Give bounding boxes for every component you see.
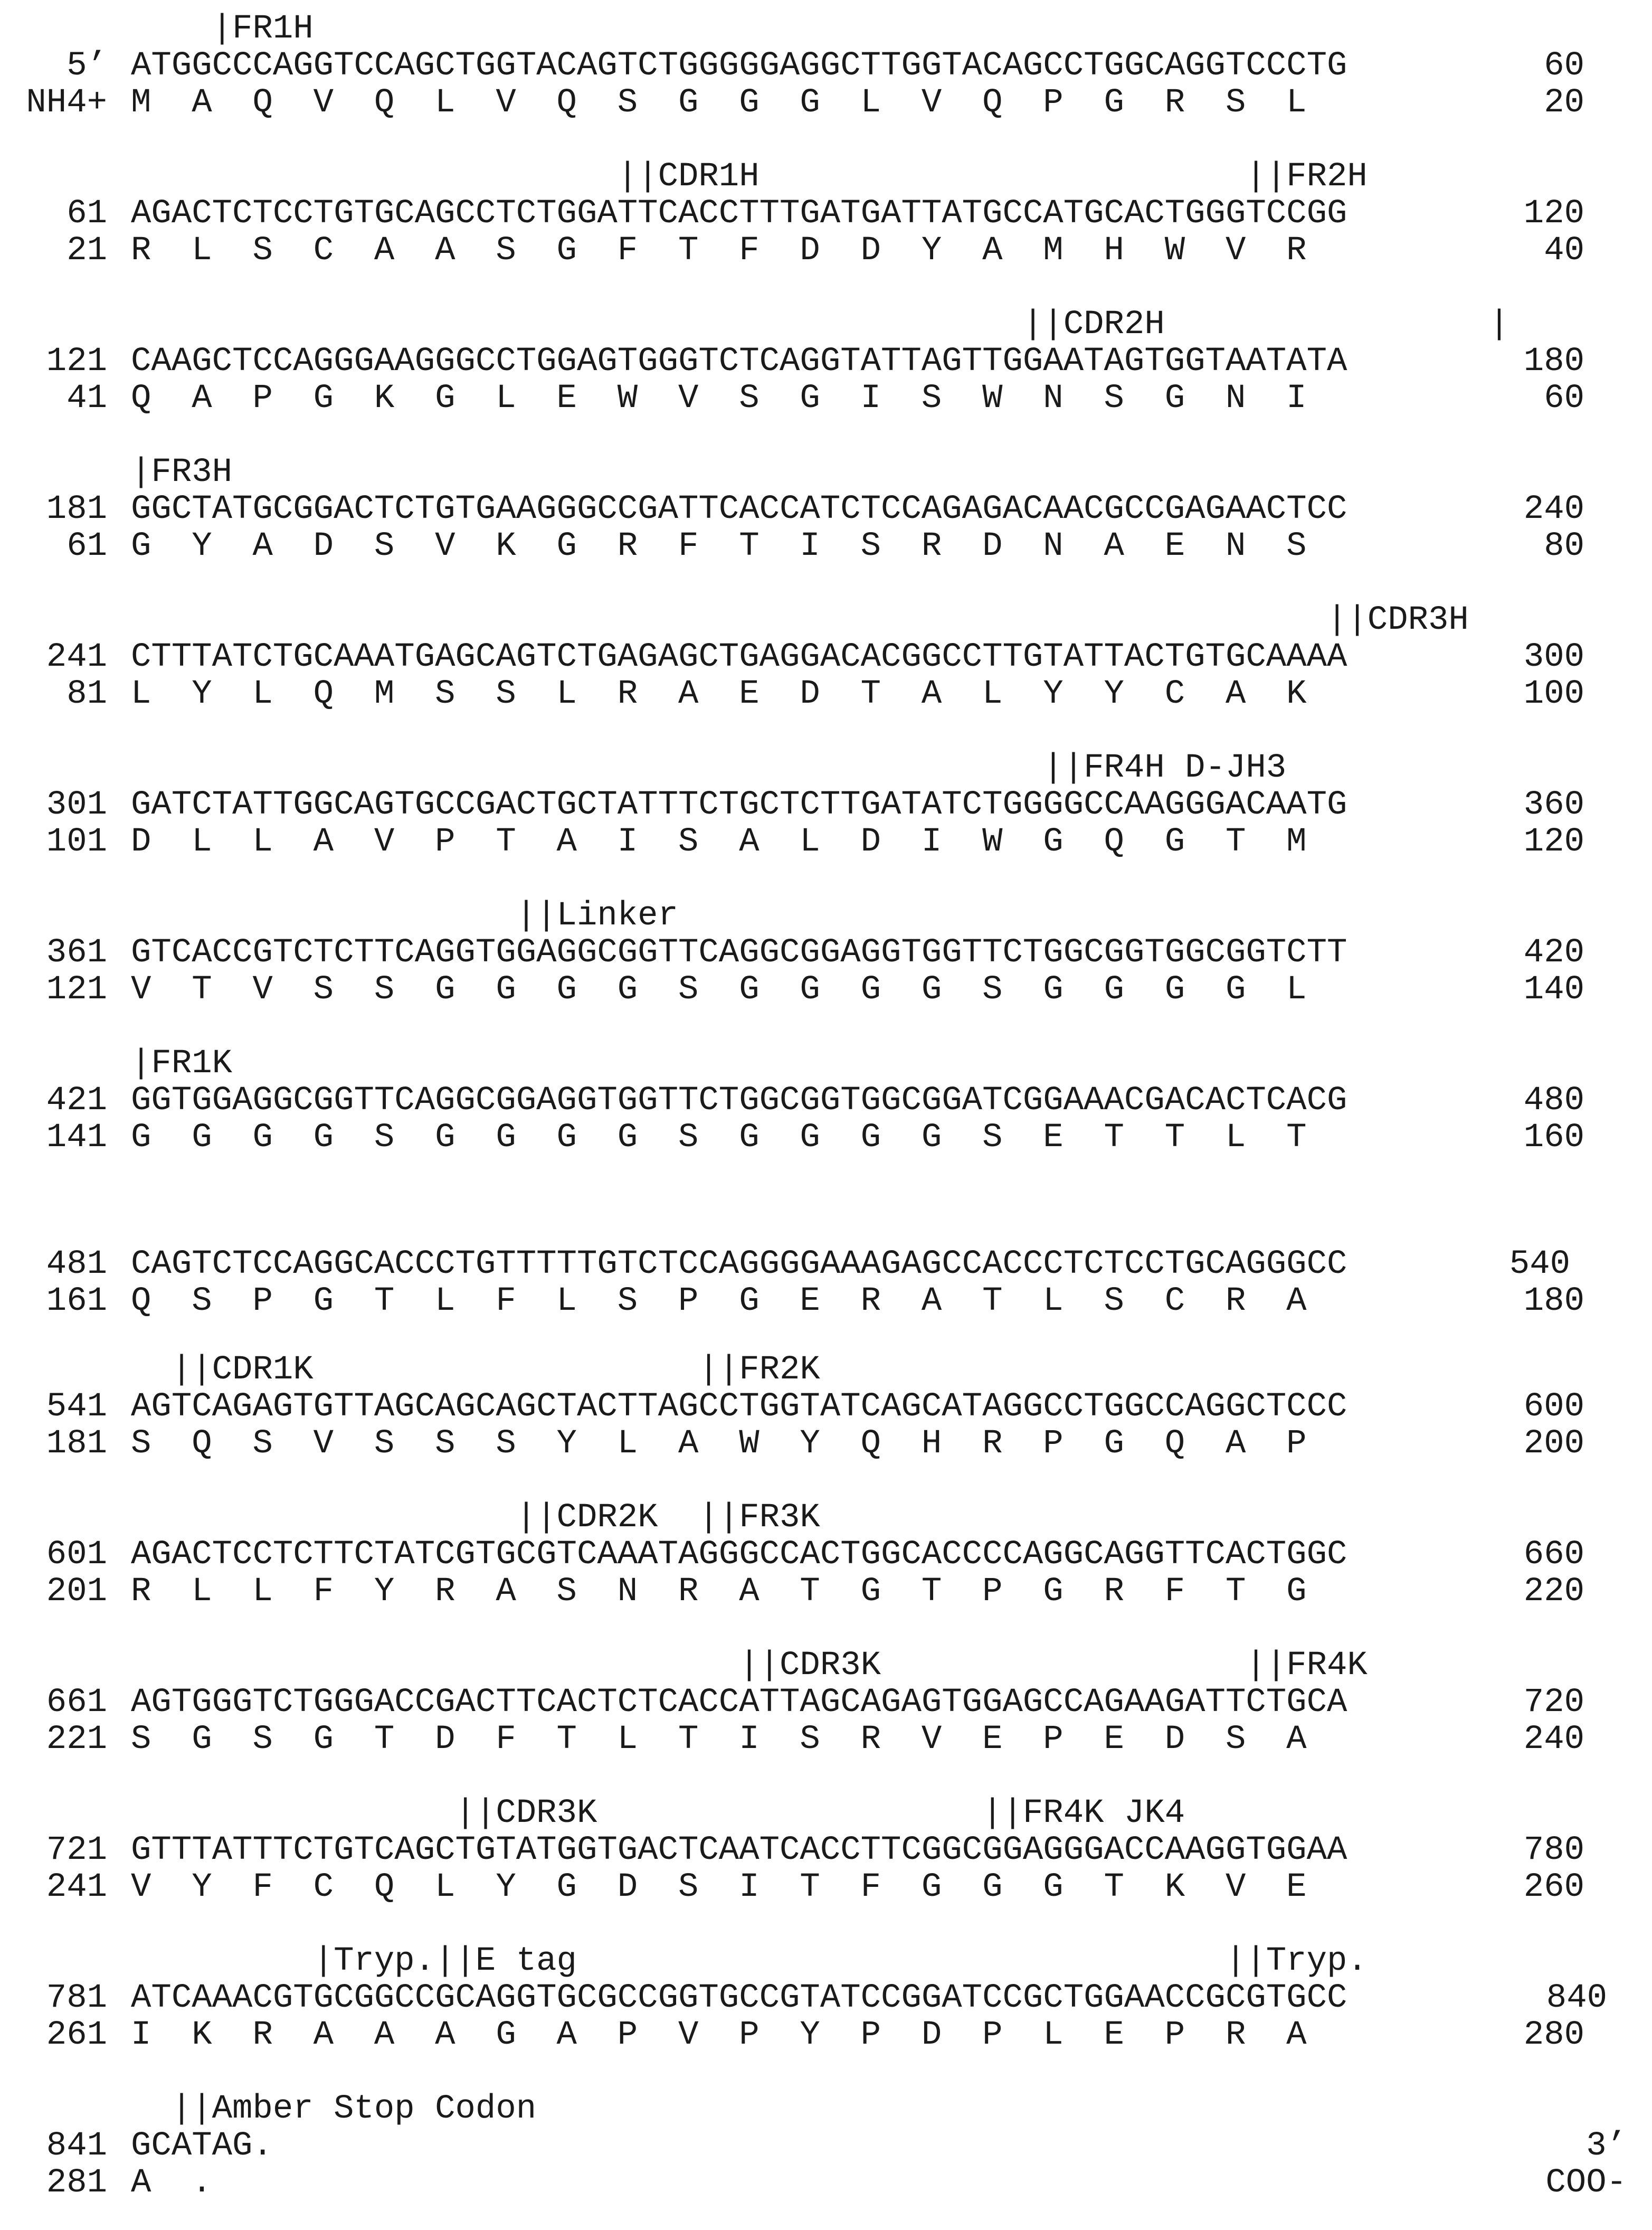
region-annotation: ||Linker [131, 897, 678, 935]
nucleotide-end: 540 [1509, 1245, 1570, 1283]
residue-end: 180 [1523, 1282, 1584, 1320]
nucleotide-sequence: ATGGCCCAGGTCCAGCTGGTACAGTCTGGGGGAGGCTTGGTACAGCCTGGCAGGTCCCTG [131, 47, 1347, 85]
residue-start: 81 [67, 675, 107, 713]
residue-end: 100 [1523, 675, 1584, 713]
region-annotation: ||CDR2K ||FR3K [131, 1499, 820, 1537]
residue-end: 80 [1544, 527, 1584, 565]
region-annotation: |Tryp.||E tag ||Tryp. [131, 1942, 1368, 1980]
nucleotide-sequence: AGTCAGAGTGTTAGCAGCAGCTACTTAGCCTGGTATCAGCATAGGCCTGGCCAGGCTCCC [131, 1388, 1347, 1426]
nucleotide-start: 481 [46, 1245, 107, 1283]
nucleotide-sequence: CAGTCTCCAGGCACCCTGTTTTTGTCTCCAGGGGAAAGAGCCACCCTCTCCTGCAGGGCC [131, 1245, 1347, 1283]
residue-start: 241 [46, 1868, 107, 1906]
nucleotide-start: 541 [46, 1388, 107, 1426]
nucleotide-end: 360 [1523, 786, 1584, 824]
nucleotide-start: 301 [46, 786, 107, 824]
region-annotation: ||CDR1K ||FR2K [131, 1351, 820, 1389]
nucleotide-end: 240 [1523, 490, 1584, 528]
amino-acid-sequence: Q A P G K G L E W V S G I S W N S G N I [131, 380, 1307, 418]
nucleotide-sequence: GGTGGAGGCGGTTCAGGCGGAGGTGGTTCTGGCGGTGGCGGATCGGAAACGACACTCACG [131, 1082, 1347, 1120]
nucleotide-start: 841 [46, 2127, 107, 2165]
residue-end: 240 [1523, 1721, 1584, 1759]
region-annotation: ||Amber Stop Codon [131, 2090, 537, 2128]
residue-start: 141 [46, 1119, 107, 1157]
amino-acid-sequence: G Y A D S V K G R F T I S R D N A E N S [131, 527, 1307, 565]
residue-start: NH4+ [26, 84, 107, 122]
carboxy-terminus-label: COO- [1545, 2164, 1627, 2202]
nucleotide-sequence: AGACTCTCCTGTGCAGCCTCTGGATTCACCTTTGATGATTATGCCATGCACTGGGTCCGG [131, 195, 1347, 233]
residue-start: 41 [67, 380, 107, 418]
amino-acid-sequence: I K R A A A G A P V P Y P D P L E P R A [131, 2016, 1307, 2054]
residue-end: 120 [1523, 823, 1584, 861]
three-prime-end-label: 3’ [1586, 2127, 1627, 2165]
nucleotide-end: 420 [1523, 934, 1584, 972]
nucleotide-sequence: GTTTATTTCTGTCAGCTGTATGGTGACTCAATCACCTTCGGCGGAGGGACCAAGGTGGAA [131, 1831, 1347, 1869]
amino-acid-sequence: V T V S S G G G G S G G G G S G G G G L [131, 971, 1307, 1009]
residue-start: 181 [46, 1425, 107, 1463]
amino-acid-sequence: S G S G T D F T L T I S R V E P E D S A [131, 1721, 1307, 1759]
region-annotation: |FR3H [131, 453, 233, 492]
amino-acid-sequence: R L L F Y R A S N R A T G T P G R F T G [131, 1573, 1307, 1611]
nucleotide-sequence: AGTGGGTCTGGGACCGACTTCACTCTCACCATTAGCAGAGTGGAGCCAGAAGATTCTGCA [131, 1684, 1347, 1722]
nucleotide-start: 5’ [67, 47, 107, 85]
amino-acid-sequence: V Y F C Q L Y G D S I T F G G G T K V E [131, 1868, 1307, 1906]
residue-end: 20 [1544, 84, 1584, 122]
residue-start: 161 [46, 1282, 107, 1320]
residue-end: 260 [1523, 1868, 1584, 1906]
region-annotation: ||CDR3K ||FR4K [131, 1647, 1368, 1685]
residue-end: 200 [1523, 1425, 1584, 1463]
nucleotide-sequence: ATCAAACGTGCGGCCGCAGGTGCGCCGGTGCCGTATCCGGATCCGCTGGAACCGCGTGCC [131, 1979, 1347, 2017]
nucleotide-end: 60 [1544, 47, 1584, 85]
nucleotide-sequence: GGCTATGCGGACTCTGTGAAGGGCCGATTCACCATCTCCAGAGACAACGCCGAGAACTCC [131, 490, 1347, 528]
nucleotide-end: 720 [1523, 1684, 1584, 1722]
nucleotide-start: 601 [46, 1536, 107, 1574]
residue-start: 21 [67, 232, 107, 270]
residue-start: 121 [46, 971, 107, 1009]
residue-end: 280 [1523, 2016, 1584, 2054]
nucleotide-end: 780 [1523, 1831, 1584, 1869]
region-annotation: |FR1H [131, 10, 314, 48]
nucleotide-start: 61 [67, 195, 107, 233]
residue-start: 201 [46, 1573, 107, 1611]
amino-acid-sequence: L Y L Q M S S L R A E D T A L Y Y C A K [131, 675, 1307, 713]
region-annotation: |FR1K [131, 1045, 233, 1083]
nucleotide-end: 840 [1546, 1979, 1607, 2017]
residue-start: 261 [46, 2016, 107, 2054]
nucleotide-sequence: AGACTCCTCTTCTATCGTGCGTCAAATAGGGCCACTGGCACCCCAGGCAGGTTCACTGGC [131, 1536, 1347, 1574]
nucleotide-start: 781 [46, 1979, 107, 2017]
nucleotide-start: 721 [46, 1831, 107, 1869]
residue-start: 101 [46, 823, 107, 861]
nucleotide-end: 120 [1523, 195, 1584, 233]
residue-end: 220 [1523, 1573, 1584, 1611]
region-annotation: ||CDR1H ||FR2H [131, 158, 1368, 196]
region-annotation: ||CDR2H | [131, 306, 1509, 344]
nucleotide-start: 421 [46, 1082, 107, 1120]
nucleotide-end: 660 [1523, 1536, 1584, 1574]
region-annotation: ||CDR3H [131, 601, 1469, 639]
nucleotide-end: 300 [1523, 638, 1584, 676]
nucleotide-end: 600 [1523, 1388, 1584, 1426]
amino-acid-sequence: M A Q V Q L V Q S G G G L V Q P G R S L [131, 84, 1307, 122]
nucleotide-sequence: CTTTATCTGCAAATGAGCAGTCTGAGAGCTGAGGACACGGCCTTGTATTACTGTGCAAAA [131, 638, 1347, 676]
nucleotide-sequence: GATCTATTGGCAGTGCCGACTGCTATTTCTGCTCTTGATATCTGGGGCCAAGGGACAATG [131, 786, 1347, 824]
residue-start: 61 [67, 527, 107, 565]
nucleotide-start: 241 [46, 638, 107, 676]
amino-acid-sequence: A . [131, 2164, 212, 2202]
region-annotation: ||FR4H D-JH3 [131, 749, 1287, 787]
region-annotation: ||CDR3K ||FR4K JK4 [131, 1794, 1185, 1832]
nucleotide-start: 121 [46, 343, 107, 381]
residue-end: 160 [1523, 1119, 1584, 1157]
nucleotide-end: 180 [1523, 343, 1584, 381]
nucleotide-sequence: GTCACCGTCTCTTCAGGTGGAGGCGGTTCAGGCGGAGGTGGTTCTGGCGGTGGCGGTCTT [131, 934, 1347, 972]
amino-acid-sequence: S Q S V S S S Y L A W Y Q H R P G Q A P [131, 1425, 1307, 1463]
nucleotide-start: 361 [46, 934, 107, 972]
nucleotide-start: 181 [46, 490, 107, 528]
residue-start: 221 [46, 1721, 107, 1759]
residue-end: 40 [1544, 232, 1584, 270]
residue-end: 140 [1523, 971, 1584, 1009]
amino-acid-sequence: D L L A V P T A I S A L D I W G Q G T M [131, 823, 1307, 861]
nucleotide-sequence: GCATAG. [131, 2127, 273, 2165]
amino-acid-sequence: R L S C A A S G F T F D D Y A M H W V R [131, 232, 1307, 270]
amino-acid-sequence: G G G G S G G G G S G G G G S E T T L T [131, 1119, 1307, 1157]
nucleotide-sequence: CAAGCTCCAGGGAAGGGCCTGGAGTGGGTCTCAGGTATTAGTTGGAATAGTGGTAATATA [131, 343, 1347, 381]
residue-end: 60 [1544, 380, 1584, 418]
amino-acid-sequence: Q S P G T L F L S P G E R A T L S C R A [131, 1282, 1307, 1320]
nucleotide-start: 661 [46, 1684, 107, 1722]
nucleotide-end: 480 [1523, 1082, 1584, 1120]
residue-start: 281 [46, 2164, 107, 2202]
